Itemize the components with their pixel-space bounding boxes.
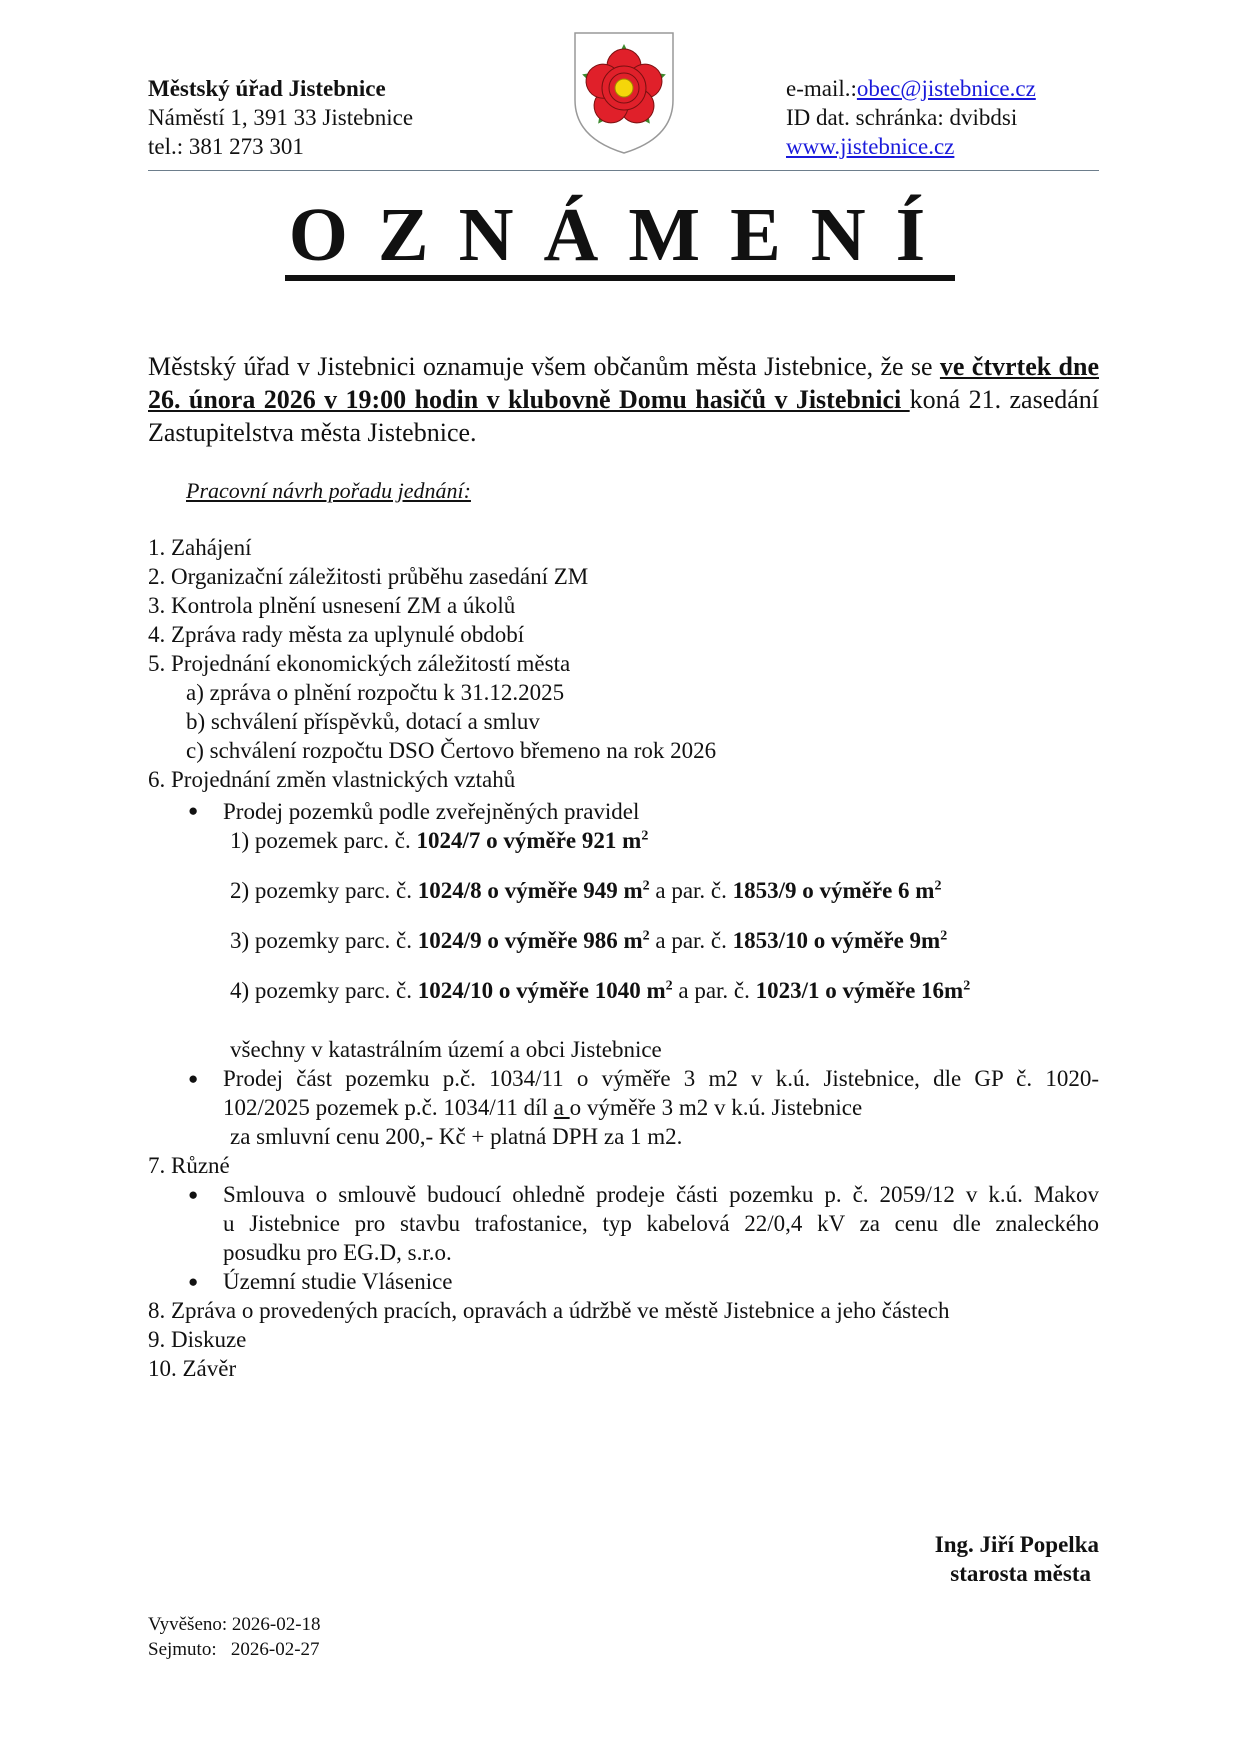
agenda-item-7: 7. Různé — [148, 1153, 230, 1178]
agenda-item-5c: c) schválení rozpočtu DSO Čertovo břemeno na rok 2026 — [186, 738, 717, 763]
page-title: OZNÁMENÍ — [0, 190, 1240, 281]
bullet-icon: ● — [188, 801, 199, 820]
parcel-2: 2) pozemky parc. č. 1024/8 o výměře 949 $m^2$ a par. č. 1853/9 o výměře 6 $m^2$ — [230, 878, 942, 903]
coat-of-arms-icon — [572, 30, 676, 156]
header-divider — [148, 170, 1099, 171]
agenda-item-6-land-sale: Prodej pozemků podle zveřejněných pravidel — [223, 799, 640, 824]
bullet-icon: ● — [188, 1272, 199, 1291]
agenda-item-6: 6. Projednání změn vlastnických vztahů — [148, 767, 516, 792]
agenda-item-9: 9. Diskuze — [148, 1327, 247, 1352]
agenda-item-7-contract-l2: u Jistebnice pro stavbu trafostanice, typ kabelová 22/0,4 kV za cenu dle znaleckého — [223, 1211, 1099, 1236]
signature-block — [900, 1530, 1099, 1588]
agenda-item-7-contract-l1: Smlouva o smlouvě budoucí ohledně prodeje části pozemku p. č. 2059/12 v k.ú. Makov — [223, 1182, 1099, 1207]
agenda-item-6-partial-sale-line2: 102/2025 pozemek p.č. 1034/11 díl a o výměře 3 m2 v k.ú. Jistebnice — [223, 1095, 863, 1120]
website-link[interactable]: www.jistebnice.cz — [786, 134, 955, 159]
parcel-3: 3) pozemky parc. č. 1024/9 o výměře 986 $m^2$ a par. č. 1853/10 o výměře $9m^2$ — [230, 928, 948, 953]
mayor-role: starosta města — [950, 1561, 1091, 1586]
agenda-item-5b: b) schválení příspěvků, dotací a smluv — [186, 709, 540, 734]
agenda-item-7-contract-l3: posudku pro EG.D, s.r.o. — [223, 1240, 452, 1265]
agenda-item-8: 8. Zpráva o provedených pracích, opravách a údržbě ve městě Jistebnice a jeho částech — [148, 1298, 950, 1323]
email-link[interactable]: obec@jistebnice.cz — [856, 76, 1036, 101]
agenda-item-6-price: za smluvní cenu 200,- Kč + platná DPH za 1 m2. — [230, 1124, 683, 1149]
contact-block — [786, 74, 1036, 161]
agenda-item-2: 2. Organizační záležitosti průběhu zasedání ZM — [148, 564, 589, 589]
agenda-item-10: 10. Závěr — [148, 1356, 237, 1381]
email-line: e-mail.:obec@jistebnice.cz — [786, 76, 1036, 101]
agenda-item-5: 5. Projednání ekonomických záležitostí města — [148, 651, 571, 676]
cadastral-note: všechny v katastrálním území a obci Jistebnice — [230, 1037, 662, 1062]
agenda-heading: Pracovní návrh pořadu jednání: — [186, 478, 471, 503]
agenda-item-7-study: Územní studie Vlásenice — [223, 1269, 453, 1294]
office-name: Městský úřad Jistebnice — [148, 76, 386, 101]
mayor-name: Ing. Jiří Popelka — [934, 1532, 1099, 1557]
databox-id: ID dat. schránka: dvibdsi — [786, 105, 1018, 130]
bullet-icon: ● — [188, 1069, 199, 1088]
posting-dates — [148, 1612, 321, 1662]
meeting-details: ve čtvrtek dne 26. února 2026 v 19:00 hodin v klubovně Domu hasičů v Jistebnici — [148, 352, 1099, 414]
parcel-4: 4) pozemky parc. č. 1024/10 o výměře 1040 $m^2$ a par. č. 1023/1 o výměře $16m^2$ — [230, 978, 971, 1003]
agenda-item-5a: a) zpráva o plnění rozpočtu k 31.12.2025 — [186, 680, 565, 705]
office-address: Náměstí 1, 391 33 Jistebnice — [148, 105, 414, 130]
web-line — [786, 132, 1036, 161]
announcement-text: Městský úřad v Jistebnici oznamuje všem občanům města Jistebnice, že se ve čtvrtek dne 26. února 2026 v 19:00 hodin v klubovně Domu hasičů v Jistebnici koná 21. zasedání Zastupitelstva města Jistebnice. — [148, 352, 1099, 447]
agenda-item-4: 4. Zpráva rady města za uplynulé období — [148, 622, 525, 647]
agenda-item-1: 1. Zahájení — [148, 535, 252, 560]
removed-date: Sejmuto: 2026-02-27 — [148, 1639, 320, 1660]
bullet-icon: ● — [188, 1185, 199, 1204]
sender-block — [148, 74, 413, 161]
parcel-1: 1) pozemek parc. č. 1024/7 o výměře 921 $m^2$ — [230, 828, 649, 853]
agenda-item-3: 3. Kontrola plnění usnesení ZM a úkolů — [148, 593, 516, 618]
office-phone: tel.: 381 273 301 — [148, 134, 304, 159]
posted-date: Vyvěšeno: 2026-02-18 — [148, 1614, 321, 1635]
agenda-item-6-partial-sale: Prodej část pozemku p.č. 1034/11 o výměře 3 m2 v k.ú. Jistebnice, dle GP č. 1020- — [223, 1066, 1099, 1091]
